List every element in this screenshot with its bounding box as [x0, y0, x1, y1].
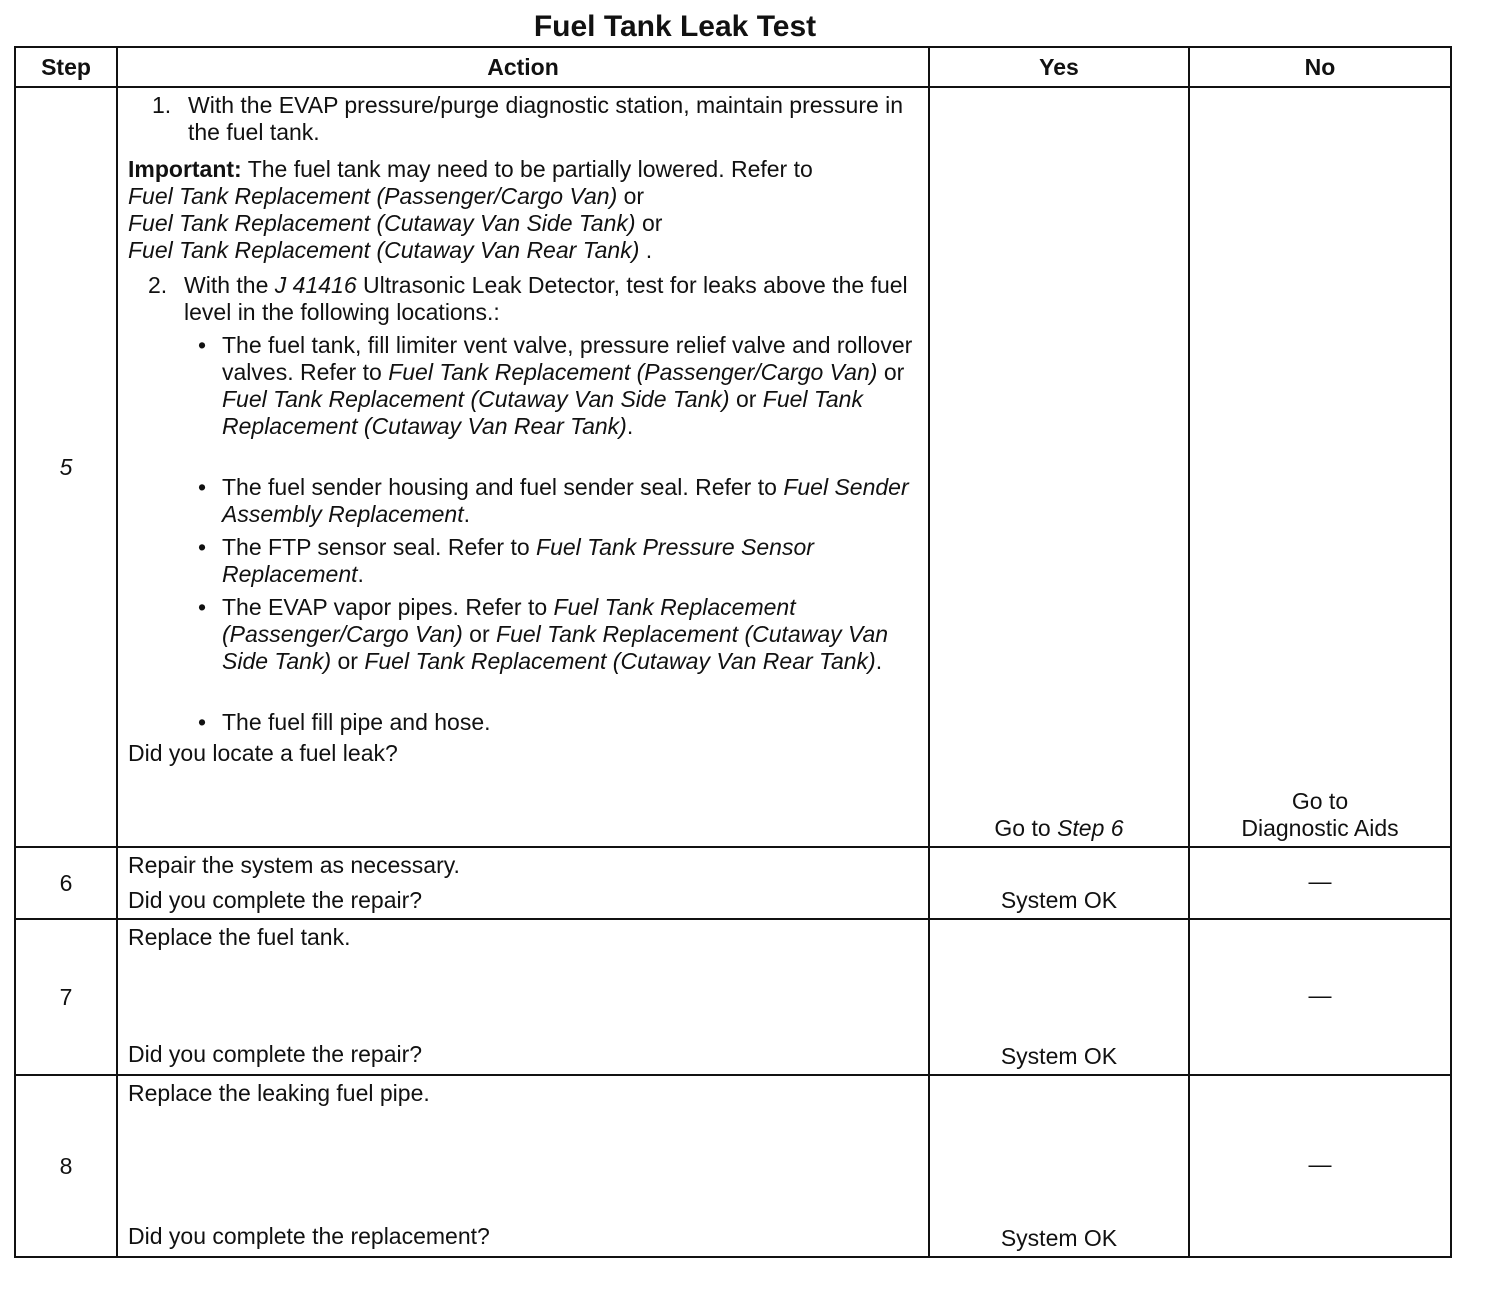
no-cell: Go to Diagnostic Aids: [1189, 87, 1451, 847]
no-cell: —: [1189, 1075, 1451, 1257]
yes-cell: System OK: [929, 1075, 1189, 1257]
no-cell: —: [1189, 847, 1451, 919]
header-no: No: [1189, 47, 1451, 87]
diagnostic-table: [14, 46, 1452, 1258]
action-cell: Replace the leaking fuel pipe. Did you complete the replacement?: [117, 1075, 929, 1257]
table-header-row: [15, 47, 1451, 87]
yes-cell: Go to Step 6: [929, 87, 1189, 847]
list-item: • The EVAP vapor pipes. Refer to Fuel Tank Replacement (Passenger/Cargo Van) or Fuel Tank Replacement (Cutaway Van Side Tank) or Fuel Tank Replacement (Cutaway Van Rear Tank).: [198, 594, 889, 674]
table-row-step-5: [15, 87, 1451, 847]
question-text: Did you locate a fuel leak?: [128, 740, 398, 766]
step-number: 8: [15, 1075, 117, 1257]
no-cell: —: [1189, 919, 1451, 1075]
step-number: 6: [15, 847, 117, 919]
important-note: Important: The fuel tank may need to be partially lowered. Refer to Fuel Tank Replacement (Passenger/Cargo Van) or Fuel Tank Replacement (Cutaway Van Side Tank) or Fuel Tank Replacement (Cutaway Van Rear Tank) .: [128, 156, 813, 263]
page-title: Fuel Tank Leak Test: [533, 10, 817, 43]
yes-cell: System OK: [929, 847, 1189, 919]
table-row-step-8: [15, 1075, 1451, 1257]
numbered-item: 1. With the EVAP pressure/purge diagnostic station, maintain pressure in the fuel tank.: [152, 92, 904, 145]
yes-cell: System OK: [929, 919, 1189, 1075]
list-item: • The fuel fill pipe and hose.: [198, 709, 491, 735]
table-row-step-7: [15, 919, 1451, 1075]
action-cell: Replace the fuel tank. Did you complete the repair?: [117, 919, 929, 1075]
action-cell: Repair the system as necessary. Did you complete the repair?: [117, 847, 929, 919]
step-number: 5: [15, 87, 117, 847]
list-item: • The fuel tank, fill limiter vent valve, pressure relief valve and rollover valves. Refer to Fuel Tank Replacement (Passenger/Cargo Van) or Fuel Tank Replacement (Cutaway Van Side Tank) or Fuel Tank Replacement (Cutaway Van Rear Tank).: [198, 332, 913, 439]
list-item: • The FTP sensor seal. Refer to Fuel Tank Pressure Sensor Replacement.: [198, 534, 814, 587]
header-step: Step: [15, 47, 117, 87]
numbered-item: 2. With the J 41416 Ultrasonic Leak Detector, test for leaks above the fuel level in the following locations.:: [148, 272, 908, 325]
header-yes: Yes: [929, 47, 1189, 87]
header-action: Action: [117, 47, 929, 87]
step-number: 7: [15, 919, 117, 1075]
table-row-step-6: [15, 847, 1451, 919]
action-cell: [117, 87, 929, 847]
list-item: • The fuel sender housing and fuel sender seal. Refer to Fuel Sender Assembly Replacement.: [198, 474, 909, 527]
